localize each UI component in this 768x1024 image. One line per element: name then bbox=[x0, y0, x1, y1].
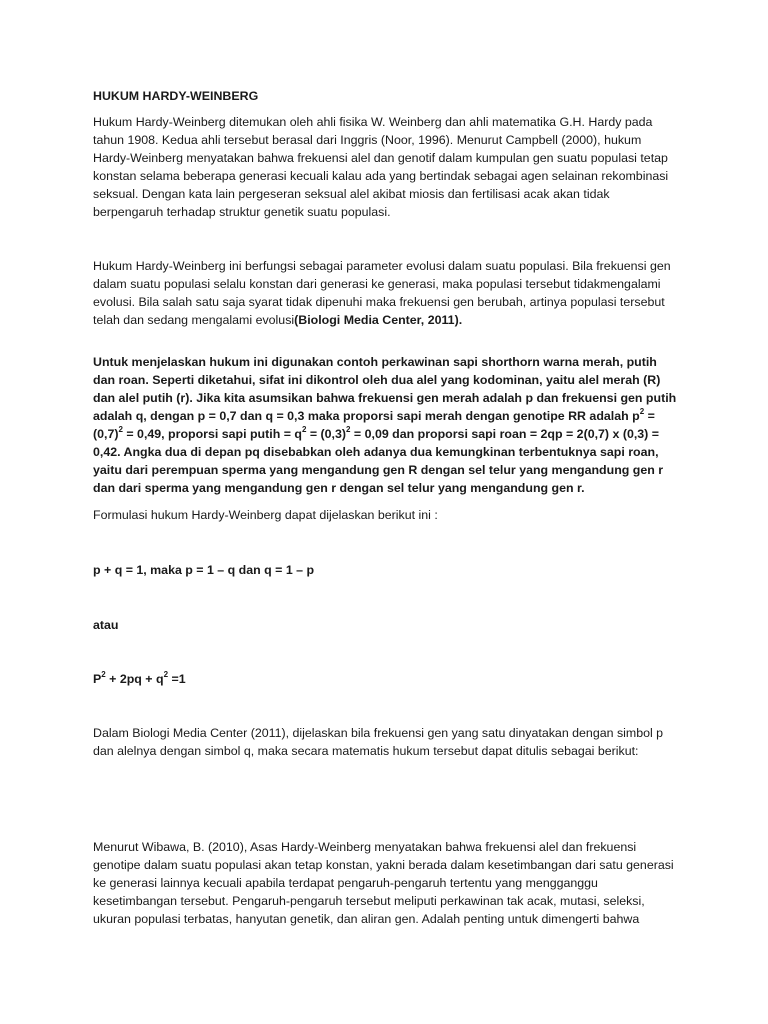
example-text-3: = 0,49, proporsi sapi putih = q bbox=[122, 427, 302, 441]
formula-term: P bbox=[93, 672, 102, 686]
superscript: 2 bbox=[163, 669, 169, 679]
superscript: 2 bbox=[346, 424, 351, 434]
citation-biologi-media-center: (Biologi Media Center, 2011). bbox=[294, 313, 463, 327]
superscript: 2 bbox=[639, 406, 645, 416]
superscript: 2 bbox=[101, 669, 106, 679]
paragraph-wibawa: Menurut Wibawa, B. (2010), Asas Hardy-Weinberg menyatakan bahwa frekuensi alel dan frekuensi genotipe dalam suatu populasi akan tetap konstan, yakni berada dalam kesetimbangan dari satu generasi ke generasi lainnya kecuali apabila terdapat pengaruh-pengaruh tertentu yang mengganggu kesetimbangan tersebut. Pengaruh-pengaruh tersebut meliputi perkawinan tak acak, mutasi, seleksi, ukuran populasi terbatas, hanyutan genetik, dan aliran gen. Adalah penting untuk dimengerti bahwa bbox=[93, 840, 674, 926]
connector-atau: atau bbox=[93, 618, 119, 632]
example-text-4: = (0,3) bbox=[306, 427, 347, 441]
paragraph-evolution-text: Hukum Hardy-Weinberg ini berfungsi sebagai parameter evolusi dalam suatu populasi. Bila frekuensi gen dalam suatu populasi selalu konstan dari generasi ke generasi, maka populasi tersebut tidakmengalami evolusi. Bila salah satu saja syarat tidak dipenuhi maka frekuensi gen berubah, artinya populasi tersebut telah dan sedang mengalami evolusi bbox=[93, 259, 671, 327]
superscript: 2 bbox=[118, 424, 123, 434]
example-text-2: = (0,7) bbox=[93, 409, 655, 441]
paragraph-formulation-intro: Formulasi hukum Hardy-Weinberg dapat dijelaskan berikut ini : bbox=[93, 508, 438, 522]
formula-term: + 2pq + q bbox=[105, 672, 164, 686]
formula-hardy-weinberg-equation bbox=[93, 670, 678, 688]
example-text-1: Untuk menjelaskan hukum ini digunakan contoh perkawinan sapi shorthorn warna merah, putih dan roan. Seperti diketahui, sifat ini dikontrol oleh dua alel yang kodominan, yaitu alel merah (R) dan alel putih (r). Jika kita asumsikan bahwa frekuensi gen merah adalah p dan frekuensi gen putih adalah q, dengan p = 0,7 dan q = 0,3 maka proporsi sapi merah dengan genotipe RR adalah p bbox=[93, 355, 677, 423]
formula-p-plus-q: p + q = 1, maka p = 1 – q dan q = 1 – p bbox=[93, 563, 315, 577]
formula-term: =1 bbox=[168, 672, 186, 686]
paragraph-biologi-media-center: Dalam Biologi Media Center (2011), dijelaskan bila frekuensi gen yang satu dinyatakan dengan simbol p dan alelnya dengan simbol q, maka secara matematis hukum tersebut dapat ditulis sebagai berikut: bbox=[93, 726, 664, 758]
paragraph-intro: Hukum Hardy-Weinberg ditemukan oleh ahli fisika W. Weinberg dan ahli matematika G.H. Hardy pada tahun 1908. Kedua ahli tersebut berasal dari Inggris (Noor, 1996). Menurut Campbell (2000), hukum Hardy-Weinberg menyatakan bahwa frekuensi alel dan genotif dalam kumpulan gen suatu populasi tetap konstan selama beberapa generasi kecuali kalau ada yang bertindak sebagai agen selainan rekombinasi seksual. Dengan kata lain pergeseran seksual alel akibat miosis dan fertilisasi acak akan tidak berpengaruh terhadap struktur genetik suatu populasi. bbox=[93, 115, 669, 219]
superscript: 2 bbox=[301, 424, 307, 434]
paragraph-shorthorn-example bbox=[93, 353, 678, 497]
document-title: HUKUM HARDY-WEINBERG bbox=[93, 89, 259, 103]
example-text-5: = 0,09 dan proporsi sapi roan = 2qp = 2(0,7) x (0,3) = 0,42. Angka dua di depan pq disebabkan oleh adanya dua kemungkinan terbentuknya sapi roan, yaitu dari perempuan sperma yang mengandung gen R dengan sel telur yang mengandung gen r dan dari sperma yang mengandung gen r dengan sel telur yang mengandung gen r. bbox=[93, 427, 664, 495]
paragraph-evolution-parameter bbox=[93, 257, 678, 329]
